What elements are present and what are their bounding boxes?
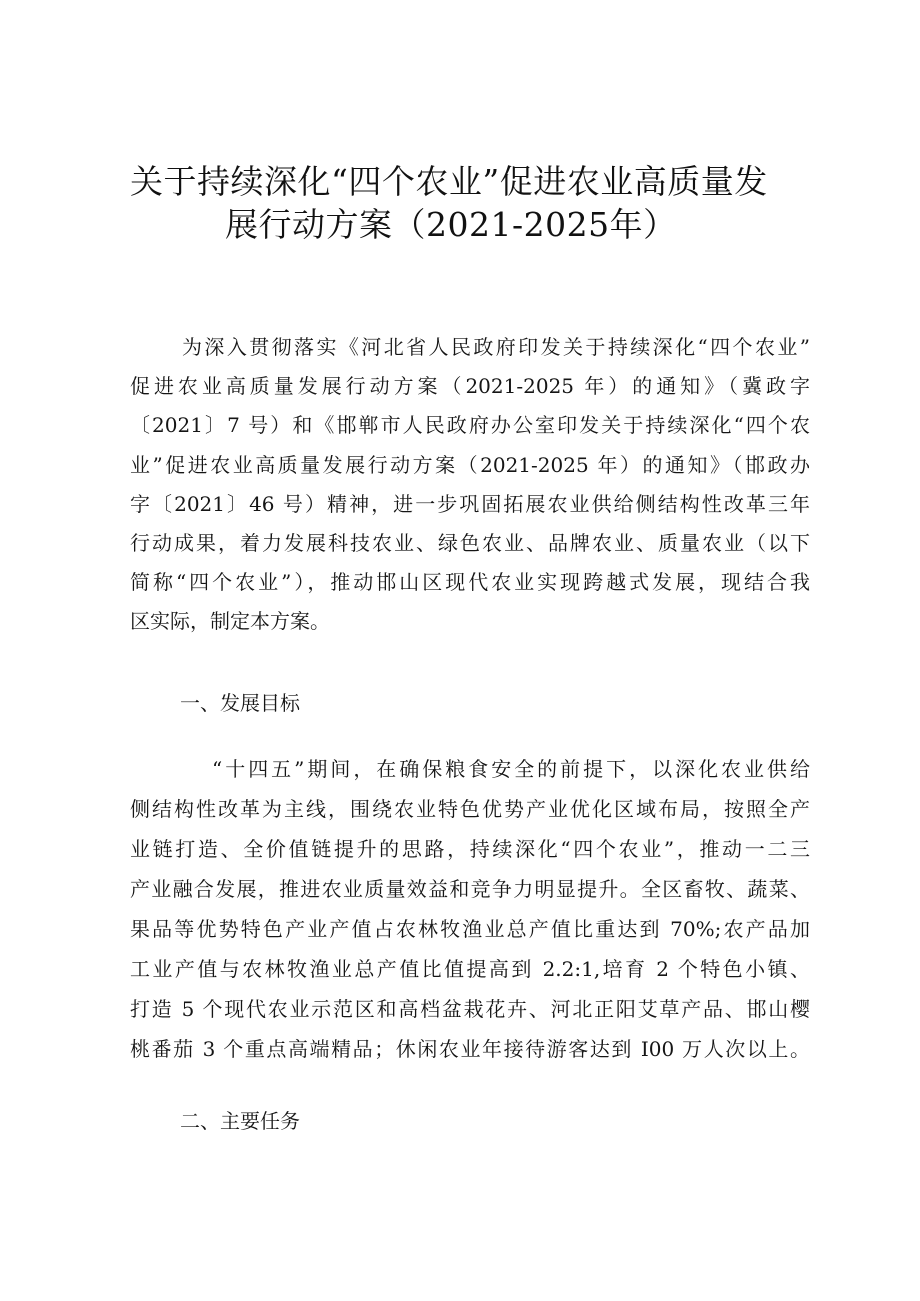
paragraph-line: 业链打造、全价值链提升的思路，持续深化“四个农业”，推动一二三	[130, 837, 810, 861]
paragraph-line: 工业产值与农林牧渔业总产值比值提高到 2.2:1,培育 2 个特色小镇、	[130, 957, 810, 981]
paragraph-line: 产业融合发展，推进农业质量效益和竞争力明显提升。全区畜牧、蔬菜、	[130, 877, 810, 901]
paragraph-line: 促进农业高质量发展行动方案（2021-2025 年）的通知》（冀政字	[130, 374, 810, 398]
paragraph-line: 行动成果，着力发展科技农业、绿色农业、品牌农业、质量农业（以下	[130, 531, 810, 555]
document-title-line-1: 关于持续深化“四个农业”促进农业高质量发	[130, 162, 768, 201]
section-heading-goals: 一、发展目标	[180, 691, 300, 715]
paragraph-line: 〔2021〕7 号）和《邯郸市人民政府办公室印发关于持续深化“四个农	[130, 413, 810, 437]
document-title-line-2: 展行动方案（2021-2025年）	[225, 205, 677, 244]
paragraph-line: 桃番茄 3 个重点高端精品；休闲农业年接待游客达到 I00 万人次以上。	[130, 1037, 810, 1061]
section-heading-tasks: 二、主要任务	[180, 1109, 300, 1133]
paragraph-line: 业”促进农业高质量发展行动方案（2021-2025 年）的通知》（邯政办	[130, 453, 810, 477]
paragraph-line: 打造 5 个现代农业示范区和高档盆栽花卉、河北正阳艾草产品、邯山樱	[130, 997, 810, 1021]
paragraph-line: 果品等优势特色产业产值占农林牧渔业总产值比重达到 70%;农产品加	[130, 917, 810, 941]
paragraph-line: 区实际，制定本方案。	[130, 609, 330, 633]
paragraph-line: “十四五”期间，在确保粮食安全的前提下，以深化农业供给	[212, 757, 810, 781]
paragraph-line: 简称“四个农业”），推动邯山区现代农业实现跨越式发展，现结合我	[130, 570, 810, 594]
paragraph-line: 侧结构性改革为主线，围绕农业特色优势产业优化区域布局，按照全产	[130, 797, 810, 821]
paragraph-line: 字〔2021〕46 号）精神，进一步巩固拓展农业供给侧结构性改革三年	[130, 492, 810, 516]
paragraph-line: 为深入贯彻落实《河北省人民政府印发关于持续深化“四个农业”	[182, 335, 810, 359]
